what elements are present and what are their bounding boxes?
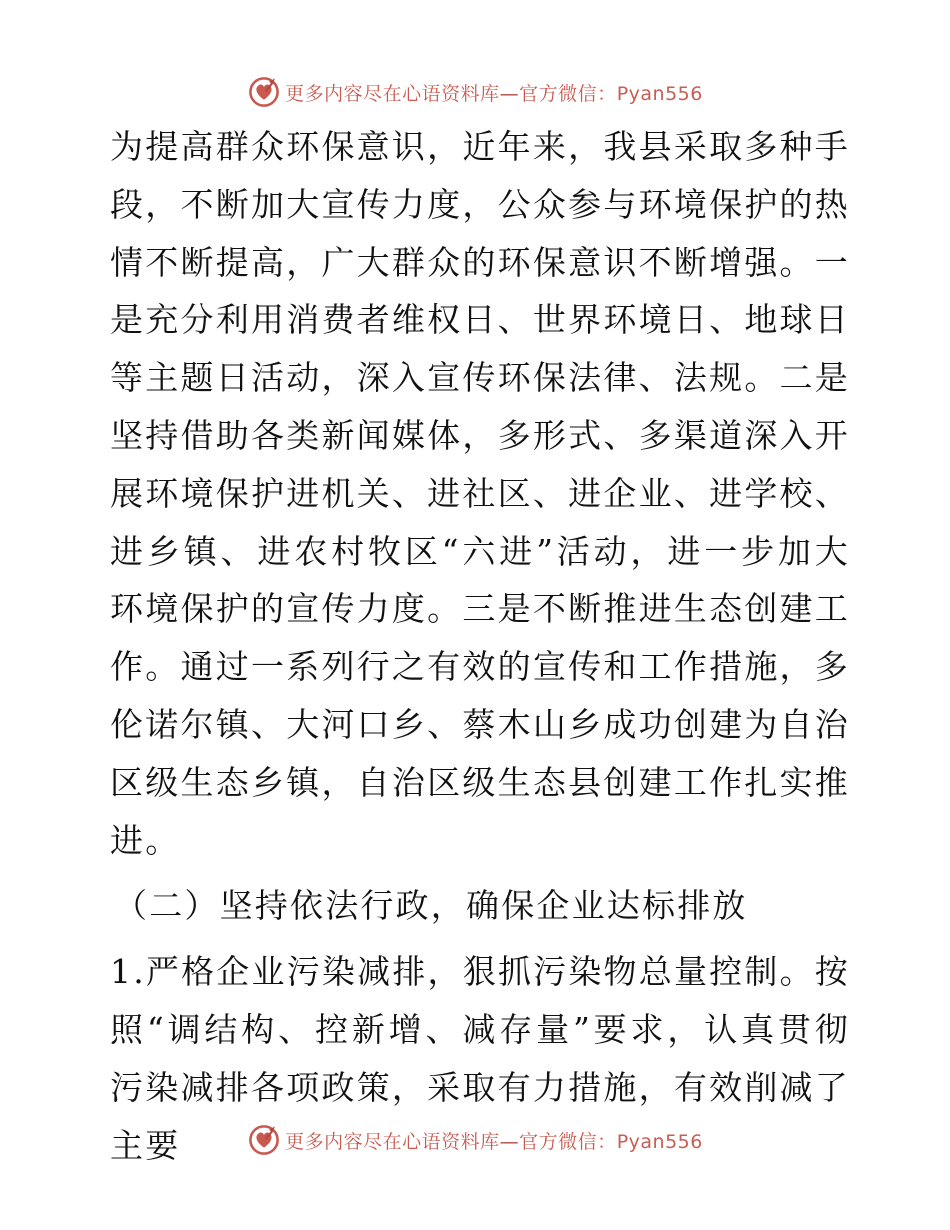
watermark-footer bbox=[0, 1120, 950, 1160]
paragraph-environmental-awareness: 为提高群众环保意识，近年来，我县采取多种手段，不断加大宣传力度，公众参与环境保护的热情不断提高，广大群众的环保意识不断增强。一是充分利用消费者维权日、世界环境日、地球日等主题日活动，深入宣传环保法律、法规。二是坚持借助各类新闻媒体，多形式、多渠道深入开展环境保护进机关、进社区、进企业、进学校、进乡镇、进农村牧区“六进”活动，进一步加大环境保护的宣传力度。三是不断推进生态创建工作。通过一系列行之有效的宣传和工作措施，多伦诺尔镇、大河口乡、蔡木山乡成功创建为自治区级生态乡镇，自治区级生态县创建工作扎实推进。 bbox=[110, 127, 850, 860]
watermark-main-text: 更多内容尽在心语资料库 bbox=[285, 1130, 500, 1153]
watermark-text bbox=[285, 1127, 703, 1154]
section-subheading: （二）坚持依法行政，确保企业达标排放 bbox=[114, 886, 748, 926]
watermark-text bbox=[285, 79, 703, 106]
watermark-wechat-id: Pyan556 bbox=[616, 82, 703, 105]
heart-pen-logo-icon bbox=[247, 1123, 281, 1157]
watermark-separator: — bbox=[499, 82, 520, 105]
watermark-label: 官方微信： bbox=[519, 82, 617, 105]
heart-pen-logo-icon bbox=[247, 75, 281, 109]
watermark-main-text: 更多内容尽在心语资料库 bbox=[285, 82, 500, 105]
watermark-separator: — bbox=[499, 1130, 520, 1153]
paragraph-emission-reduction: 1.严格企业污染减排，狠抓污染物总量控制。按照“调结构、控新增、减存量”要求，认真贯彻污染减排各项政策，采取有力措施，有效削减了主要 bbox=[110, 952, 850, 1165]
watermark-label: 官方微信： bbox=[519, 1130, 617, 1153]
watermark-wechat-id: Pyan556 bbox=[616, 1130, 703, 1153]
watermark-header bbox=[0, 72, 950, 112]
document-body bbox=[100, 118, 850, 1174]
